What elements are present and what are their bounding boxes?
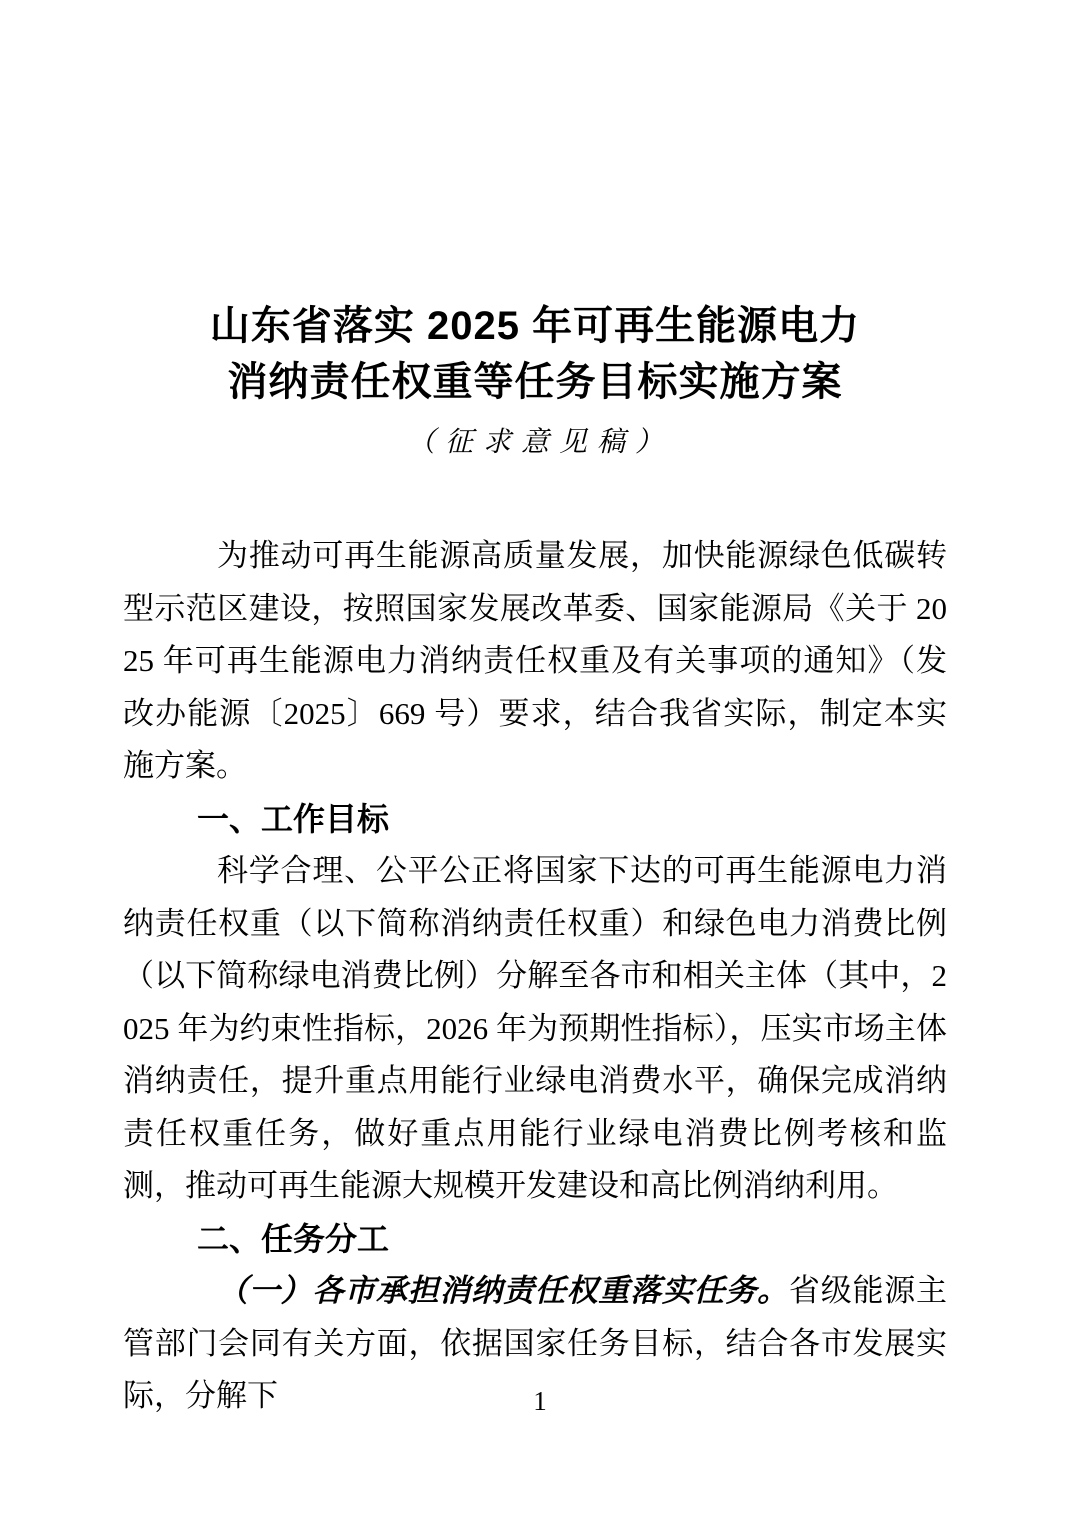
page-number: 1 xyxy=(533,1386,547,1416)
document-title-line1: 山东省落实 2025 年可再生能源电力 xyxy=(209,304,861,348)
section-heading-work-goals: 一、工作目标 xyxy=(197,800,390,837)
document-title-line2: 消纳责任权重等任务目标实施方案 xyxy=(227,360,843,404)
section-heading-task-division: 二、任务分工 xyxy=(197,1220,390,1257)
document-subtitle: （征求意见稿） xyxy=(406,427,673,458)
paragraph-introduction: 为推动可再生能源高质量发展，加快能源绿色低碳转型示范区建设，按照国家发展改革委、国家能源局《关于 2025 年可再生能源电力消纳责任权重及有关事项的通知》（发改办能源〔2025〕669 号）要求，结合我省实际，制定本实施方案。 xyxy=(123,538,947,783)
paragraph-work-goals: 科学合理、公平公正将国家下达的可再生能源电力消纳责任权重（以下简称消纳责任权重）和绿色电力消费比例（以下简称绿电消费比例）分解至各市和相关主体（其中，2025 年为约束性指标，2026 年为预期性指标），压实市场主体消纳责任，提升重点用能行业绿电消费水平，确保完成消纳责任权重任务，做好重点用能行业绿电消费比例考核和监测，推动可再生能源大规模开发建设和高比例消纳利用。 xyxy=(123,853,947,1203)
document-body xyxy=(123,530,947,1423)
lead-sentence-city-responsibility: （一）各市承担消纳责任权重落实任务。 xyxy=(217,1273,789,1308)
document-title xyxy=(123,0,947,410)
paragraph-task-division-text: 省级能源主管部门会同有关方面，依据国家任务目标，结合各市发展实际，分解下 xyxy=(123,1273,948,1413)
